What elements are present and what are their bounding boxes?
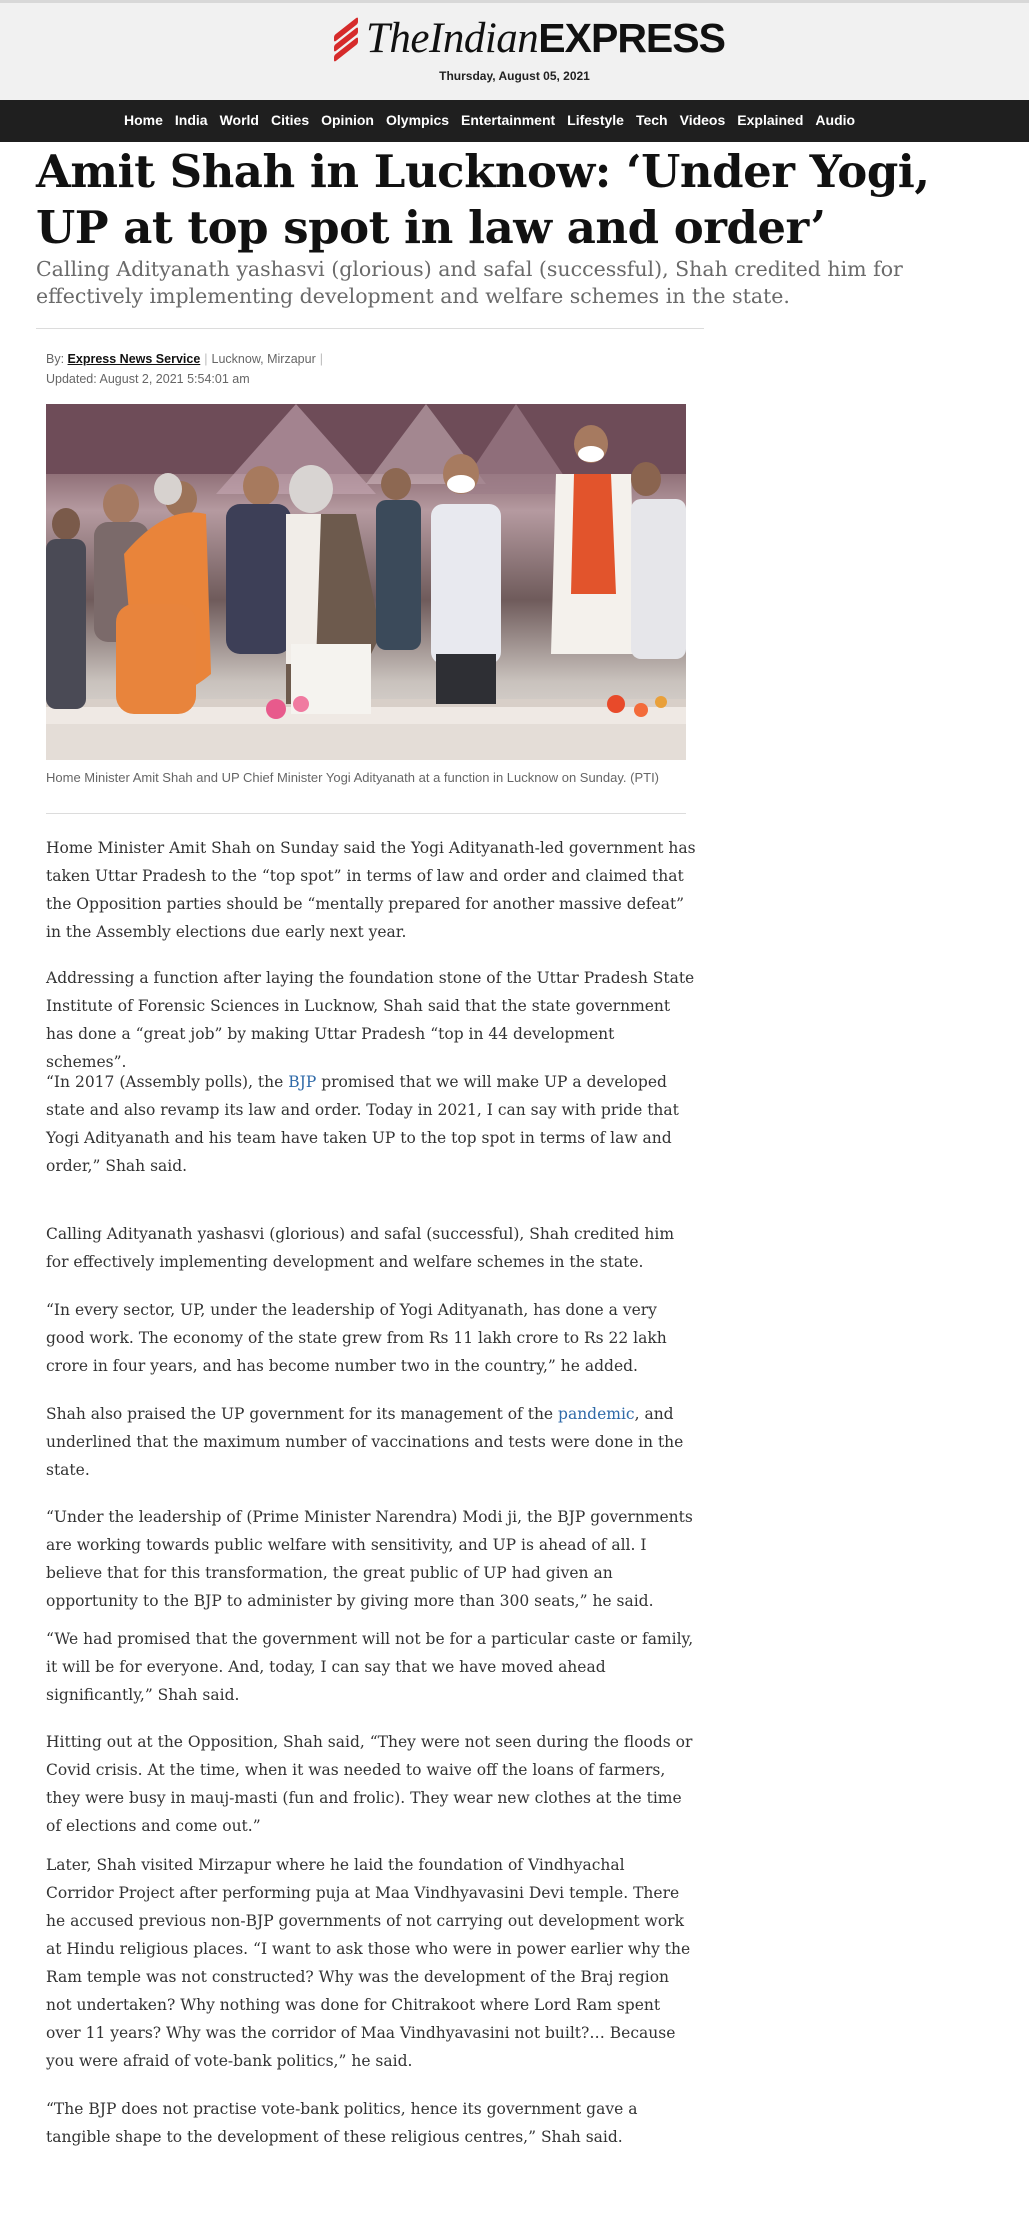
edition-date: Thursday, August 05, 2021	[439, 69, 590, 83]
nav-item-explained[interactable]: Explained	[737, 112, 804, 128]
byline-by-label: By:	[46, 352, 65, 366]
divider	[46, 813, 686, 814]
nav-item-world[interactable]: World	[219, 112, 259, 128]
article-paragraph: “We had promised that the government will not be for a particular caste or family, it will be for everyone. And, today, I can say that we have moved ahead significantly,” Shah said.	[46, 1630, 694, 1704]
nav-item-home[interactable]: Home	[124, 112, 163, 128]
article-paragraph: “The BJP does not practise vote-bank politics, hence its government gave a tangible shape to the development of these religious centres,” Shah said.	[46, 2100, 638, 2146]
nav-item-tech[interactable]: Tech	[635, 112, 668, 128]
logo-express: EXPRESS	[538, 14, 725, 61]
article-paragraph: “In every sector, UP, under the leadership of Yogi Adityanath, has done a very good work. The economy of the state grew from Rs 11 lakh crore to Rs 22 lakh crore in four years, and has become number two in the country,” he added.	[46, 1301, 667, 1375]
logo-wordmark	[366, 14, 725, 63]
article-paragraph: Hitting out at the Opposition, Shah said, “They were not seen during the floods or Covid crisis. At the time, when it was needed to waive off the loans of farmers, they were busy in mauj-masti (fun and frolic). They wear new clothes at the time of elections and come out.”	[46, 1733, 693, 1835]
author-link[interactable]: Express News Service	[67, 352, 201, 366]
article-paragraph: Shah also praised the UP government for its management of the pandemic, and underlined that the maximum number of vaccinations and tests were done in the state.	[46, 1405, 684, 1479]
nav-item-olympics[interactable]: Olympics	[386, 112, 450, 128]
byline: By: Express News Service | Lucknow, Mirzapur | Updated: August 2, 2021 5:54:01 am	[46, 352, 323, 386]
masthead	[0, 0, 1029, 100]
nav-item-videos[interactable]: Videos	[679, 112, 726, 128]
photo-caption: Home Minister Amit Shah and UP Chief Minister Yogi Adityanath at a function in Lucknow on Sunday. (PTI)	[46, 770, 660, 785]
nav-item-cities[interactable]: Cities	[270, 112, 310, 128]
nav-item-audio[interactable]: Audio	[815, 112, 856, 128]
logo-indian: Indian	[429, 14, 539, 62]
main-nav	[0, 100, 1029, 142]
article-paragraph: “In 2017 (Assembly polls), the BJP promised that we will make UP a developed state and also revamp its law and order. Today in 2021, I can say with pride that Yogi Adityanath and his team have taken UP to the top spot in terms of law and order,” Shah said.	[46, 1073, 679, 1175]
article-paragraph: Later, Shah visited Mirzapur where he laid the foundation of Vindhyachal Corridor Project after performing puja at Maa Vindhyavasini Devi temple. There he accused previous non-BJP governments of not carrying out development work at Hindu religious places. “I want to ask those who were in power earlier why the Ram temple was not constructed? Why was the development of the Braj region not undertaken? Why nothing was done for Chitrakoot where Lord Ram spent over 11 years? Why was the corridor of Maa Vindhyavasini not built?… Because you were afraid of vote-bank politics,” he said.	[46, 1856, 691, 2070]
lead-photo-illustration	[46, 404, 686, 760]
lead-photo	[46, 404, 686, 760]
updated-timestamp: Updated: August 2, 2021 5:54:01 am	[46, 372, 250, 386]
site-logo[interactable]	[330, 15, 725, 61]
nav-item-opinion[interactable]: Opinion	[321, 112, 374, 128]
divider	[36, 328, 704, 329]
article-paragraph: Home Minister Amit Shah on Sunday said the Yogi Adityanath-led government has taken Uttar Pradesh to the “top spot” in terms of law and order and claimed that the Opposition parties should be “mentally prepared for another massive defeat” in the Assembly elections due early next year.	[46, 839, 696, 941]
article-paragraph: Calling Adityanath yashasvi (glorious) and safal (successful), Shah credited him for effectively implementing development and welfare schemes in the state.	[46, 1225, 675, 1271]
logo-mark-icon	[330, 18, 360, 58]
bjp-link[interactable]: BJP	[288, 1073, 317, 1091]
nav-item-entertainment[interactable]: Entertainment	[461, 112, 556, 128]
article-headline: Amit Shah in Lucknow: ‘Under Yogi, UP at top spot in law and order’	[36, 145, 930, 254]
article-paragraph: “Under the leadership of (Prime Minister Narendra) Modi ji, the BJP governments are working towards public welfare with sensitivity, and UP is ahead of all. I believe that for this transformation, the great public of UP had given an opportunity to the BJP to administer by giving more than 300 seats,” he said.	[46, 1508, 693, 1610]
nav-item-india[interactable]: India	[174, 112, 208, 128]
logo-the: The	[366, 14, 429, 62]
article-paragraph: Addressing a function after laying the foundation stone of the Uttar Pradesh State Institute of Forensic Sciences in Lucknow, Shah said that the state government has done a “great job” by making Uttar Pradesh “top in 44 development schemes”.	[46, 969, 695, 1071]
nav-item-lifestyle[interactable]: Lifestyle	[567, 112, 624, 128]
article-summary: Calling Adityanath yashasvi (glorious) and safal (successful), Shah credited him for effectively implementing development and welfare schemes in the state.	[36, 257, 903, 308]
byline-location: Lucknow, Mirzapur	[211, 352, 316, 366]
pandemic-link[interactable]: pandemic	[558, 1405, 635, 1423]
